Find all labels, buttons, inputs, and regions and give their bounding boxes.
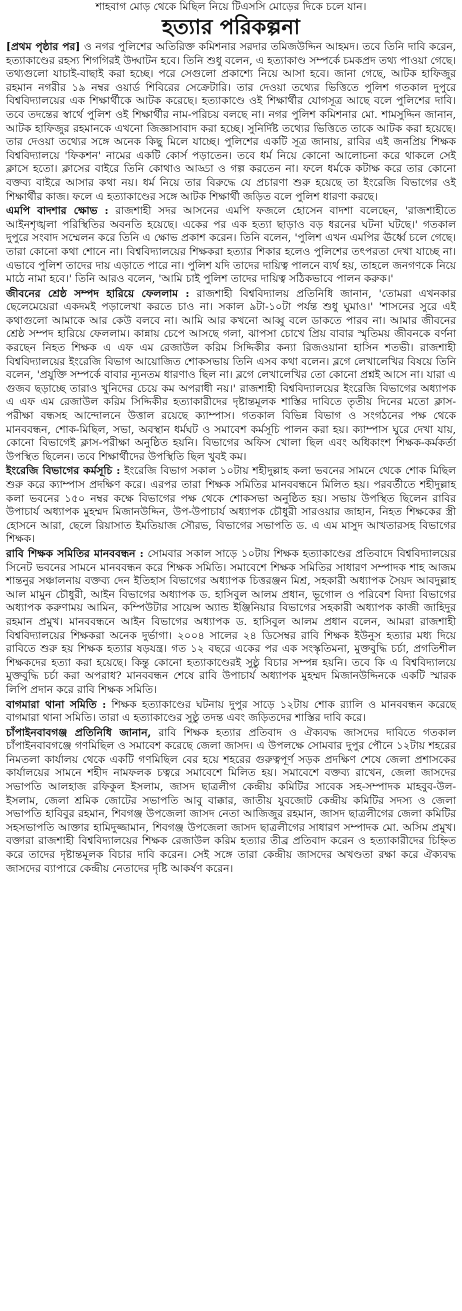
paragraph-english-dept [6,465,456,547]
paragraph-mp-badsha [6,205,456,287]
paragraph-text: ও নগর পুলিশের অতিরিক্ত কমিশনার সরদার তমিজউদ্দিন আহমদ। তবে তিনি দাবি করেন, হত্যাকাণ্ডের রহস্য শিগগিরই উদ্ঘাটন হবে। তিনি শুধু বলেন, এ হত্যাকাণ্ড সম্পর্কে চমকপ্রদ তথ্য পাওয়া গেছে। তথ্যগুলো যাচাই-বাছাই করা হচ্ছে। পরে সেগুলো প্রকাশ্যে নিয়ে আসা হবে। জানা গেছে, আটক হাফিজুর রহমান নগরীর ১৯ নম্বর ওয়ার্ড শিবিরের সেক্রেটারি। তার দেওয়া তথ্যের ভিত্তিতে পুলিশ গতকাল দুপুরে বিশ্ববিদ্যালয়ের এক শিক্ষার্থীকে আটক করেছে। হত্যাকাণ্ডে ওই শিক্ষার্থীর যোগসূত্র আছে বলে পুলিশের দাবি। তবে তদন্তের স্বার্থে পুলিশ ওই শিক্ষার্থীর নাম-পরিচয় বলছে না। নগর পুলিশ কমিশনার মো. শামসুদ্দিন জানান, আটক হাফিজুর রহমানকে এখনো জিজ্ঞাসাবাদ করা হচ্ছে। সুনির্দিষ্ট তথ্যের ভিত্তিতে তাকে আটক করা হয়েছে। তার দেওয়া তথ্যের সঙ্গে অনেক কিছু মিলে যাচ্ছে। পুলিশের একটি সূত্র জানায়, রাবির এই জনপ্রিয় শিক্ষক বিশ্ববিদ্যালয়ে 'ফিকশন' নামের একটি কোর্স পড়াতেন। তবে ধর্ম নিয়ে কোনো আলোচনা করে থাকলে সেই ক্লাসে হতো। ক্লাসের বাইরে তিনি কোথাও আড্ডা ও গল্প করতেন না। ফলে ধর্মকে কটাক্ষ করে তার কোনো বক্তব্য বাইরে আসার কথা নয়। ধর্ম নিয়ে তার বিরুদ্ধে যে প্রচারণা শুরু হয়েছে তা ইংরেজি বিভাগের ওই শিক্ষার্থীর কাজ। ফলে এ হত্যাকাণ্ডের সঙ্গে আটক শিক্ষার্থী জড়িত বলে পুলিশ ধারণা করছে। [6,41,457,203]
subhead-teachers-association: রাবি শিক্ষক সমিতির মানববন্ধন : [6,547,144,560]
paragraph-teachers-association [6,548,456,698]
paragraph-daughter-speech [6,288,456,465]
paragraph-text: রাজশাহী বিশ্ববিদ্যালয় প্রতিনিধি জানান, 'তোমরা এখনকার ছেলেমেয়েরা একদমই পড়ালেখা করতে চাও না। সকাল ৯টা-১০টা পর্যন্ত শুধু ঘুমাও।' 'শাসনের সুরে এই কথাগুলো আমাকে আর কেউ বলবে না। আমি আর কখনো আব্বু বলে ডাকতে পারব না। আমার জীবনের শ্রেষ্ঠ সম্পদ হারিয়ে ফেললাম। কান্নায় চেপে আসছে গলা, ঝাপসা চোখে প্রিয় বাবার স্মৃতিময় জীবনকে বর্ণনা করছেন নিহত শিক্ষক এ এফ এম রেজাউল করিম সিদ্দিকীর কন্যা রিজওয়ানা হাসিন শতভী। রাজশাহী বিশ্ববিদ্যালয়ের ইংরেজি বিভাগ আয়োজিত শোকসভায় তিনি এসব কথা বলেন। ব্লগে লেখালেখির বিষয়ে তিনি বলেন, 'প্রযুক্তি সম্পর্কে বাবার ন্যূনতম ধারণাও ছিল না। ব্লগে লেখালেখির তো কোনো প্রশ্নই আসে না। যারা এ গুজব ছড়াচ্ছে তারাও খুনিদের চেয়ে কম অপরাধী নয়।' রাজশাহী বিশ্ববিদ্যালয়ের ইংরেজি বিভাগের অধ্যাপক এ এফ এম রেজাউল করিম সিদ্দিকীর হত্যাকারীদের দৃষ্টান্তমূলক শাস্তির দাবিতে তৃতীয় দিনের মতো ক্লাস-পরীক্ষা বন্ধসহ আন্দোলনে উত্তাল রয়েছে ক্যাম্পাস। গতকাল বিভিন্ন বিভাগ ও সংগঠনের পক্ষ থেকে মানববন্ধন, শোক-মিছিল, সভা, অবস্থান ধর্মঘট ও সমাবেশ কর্মসূচি পালন করা হয়। ক্যাম্পাস ঘুরে দেখা যায়, কোনো বিভাগেই ক্লাস-পরীক্ষা অনুষ্ঠিত হয়নি। বিভাগের অফিস খোলা ছিল এবং অধিকাংশ শিক্ষক-কর্মকর্তা উপস্থিত ছিলেন। তবে শিক্ষার্থীদের উপস্থিতি ছিল খুবই কম। [6,287,456,463]
subhead-daughter-speech: জীবনের শ্রেষ্ঠ সম্পদ হারিয়ে ফেললাম : [6,287,190,300]
paragraph-text: ইংরেজি বিভাগ সকাল ১০টায় শহীদুল্লাহ কলা ভবনের সামনে থেকে শোক মিছিল শুরু করে ক্যাম্পাস প্রদক্ষিণ করে। এরপর তারা শিক্ষক সমিতির মানববন্ধনে মিলিত হয়। পরবর্তীতে শহীদুল্লাহ কলা ভবনের ১৫০ নম্বর কক্ষে বিভাগের পক্ষ থেকে শোকসভা অনুষ্ঠিত হয়। সভায় উপস্থিত ছিলেন রাবির উপাচার্য অধ্যাপক মুহম্মদ মিজানউদ্দিন, উপ-উপাচার্য অধ্যাপক চৌধুরী সারওয়ার জাহান, নিহত শিক্ষকের স্ত্রী হোসনে আরা, ছেলে রিয়াসাত ইমতিয়াজ সৌরভ, বিভাগের সভাপতি ড. এ এম মাসুদ আখতারসহ বিভাগের শিক্ষক। [6,465,456,546]
paragraph-bagmara [6,699,456,726]
paragraph-text: সোমবার সকাল সাড়ে ১০টায় শিক্ষক হত্যাকাণ্ডের প্রতিবাদে বিশ্ববিদ্যালয়ের সিনেট ভবনের সামনে মানববন্ধন করে শিক্ষক সমিতি। সমাবেশে শিক্ষক সমিতির সাধারণ সম্পাদক শাহ আজম শান্তনুর সঞ্চালনায় বক্তব্য দেন ইতিহাস বিভাগের অধ্যাপক চিত্তরঞ্জন মিশ্র, সহকারী অধ্যাপক সৈয়দ আবদুল্লাহ আল মামুন চৌধুরী, আইন বিভাগের অধ্যাপক ড. হাসিবুল আলম প্রধান, ভূগোল ও পরিবেশ বিদ্যা বিভাগের অধ্যাপক করুণাময় আমিন, কম্পিউটার সায়েন্স অ্যান্ড ইঞ্জিনিয়ার বিভাগের সহকারী অধ্যাপক কাজী জাহিদুর রহমান প্রমুখ। মানববন্ধনে আইন বিভাগের অধ্যাপক ড. হাসিবুল আলম প্রধান বলেন, আমরা রাজশাহী বিশ্ববিদ্যালয়ের শিক্ষকরা অনেক দুর্ভাগা। ২০০৪ সালের ২৪ ডিসেম্বর রাবি শিক্ষক ইউনুস হত্যার মধ্য দিয়ে রাবিতে শুরু হয় শিক্ষক হত্যার ষড়যন্ত্র। গত ১২ বছরে একের পর এক সংস্কৃতিমনা, মুক্তবুদ্ধি চর্চা, প্রগতিশীল শিক্ষকদের হত্যা করা হয়েছে। কিন্তু কোনো হত্যাকাণ্ডেরই সুষ্ঠু বিচার সম্পন্ন হয়নি। তবে কি এ বিশ্ববিদ্যালয়ে মুক্তবুদ্ধি চর্চা করা অপরাধ? মানববন্ধন শেষে রাবি উপাচার্য অধ্যাপক মুহম্মদ মিজানউদ্দিনকে একটি স্মারক লিপি প্রদান করে রাবি শিক্ষক সমিতি। [6,547,457,696]
subhead-chapainawabganj: চাঁপাইনবাবগঞ্জ প্রতিনিধি জানান, [6,726,152,739]
paragraph-text: রাবি শিক্ষক হত্যার প্রতিবাদ ও ঐক্যবদ্ধ জাসদের দাবিতে গতকাল চাঁপাইনবাবগঞ্জে গণমিছিল ও সমাবেশ করেছে জেলা জাসদ। এ উপলক্ষে সোমবার দুপুর পৌনে ১২টায় শহরের নিমতলা কার্যালয় থেকে একটি গণমিছিল বের হয়ে শহরের গুরুত্বপূর্ণ সড়ক প্রদক্ষিণ শেষে জেলা প্রশাসকের কার্যালয়ের সামনে শহীদ নামফলক চত্বরে সমাবেশে মিলিত হয়। সমাবেশে বক্তব্য রাখেন, জেলা জাসদের সভাপতি আলহাজ রফিকুল ইসলাম, জাসদ ছাত্রলীগ কেন্দ্রীয় কমিটির সাবেক সহ-সম্পাদক মাহবুব-উল-ইসলাম, জেলা শ্রমিক জোটের সভাপতি আবু বাক্কার, জাতীয় যুবজোট কেন্দ্রীয় কমিটির সদস্য ও জেলা সভাপতি হাবিবুর রহমান, শিবগঞ্জ উপজেলা জাসদ নেতা আজিজুর রহমান, জাসদ ছাত্রলীগের জেলা কমিটির সহসভাপতি আক্তার হামিদুজ্জামান, শিবগঞ্জ উপজেলা জাসদ ছাত্রলীগের সাধারণ সম্পাদক মো. অসিম প্রমুখ। বক্তারা রাজশাহী বিশ্ববিদ্যালয়ের শিক্ষক রেজাউল করিম হত্যার তীব্র প্রতিবাদ করেন ও হত্যাকারীদের চিহ্নিত করে তাদের দৃষ্টান্তমূলক বিচার দাবি করেন। সেই সঙ্গে তারা কেন্দ্রীয় জাসদের অখণ্ডতা রক্ষা করে ঐক্যবদ্ধ জাসদের ব্যাপারে কেন্দ্রীয় নেতাদের দৃষ্টি আকর্ষণ করেন। [6,726,456,875]
paragraph-continued [6,41,456,204]
subhead-mp-badsha: এমপি বাদশার ক্ষোভ : [6,205,109,218]
paragraph-text: শিক্ষক হত্যাকাণ্ডের ঘটনায় দুপুর সাড়ে ১২টায় শোক র‌্যালি ও মানববন্ধন করেছে বাগমারা থানা সমিতি। তারা এ হত্যাকাণ্ডের সুষ্ঠু তদন্ত এবং জড়িতদের শাস্তির দাবি করে। [6,698,456,725]
subhead-english-dept: ইংরেজি বিভাগের কর্মসূচি : [6,465,121,478]
continuation-marker: [প্রথম পৃষ্ঠার পর] [6,41,81,53]
paragraph-chapainawabganj [6,727,456,877]
headline: হত্যার পরিকল্পনা [162,14,300,39]
paragraph-text: রাজশাহী সদর আসনের এমপি ফজলে হোসেন বাদশা বলেছেন, 'রাজশাহীতে আইনশৃঙ্খলা পরিস্থিতির অবনতি হয়েছে। একের পর এক হত্যা ছাড়াও বড় ধরনের ঘটনা ঘটছে।' গতকাল দুপুরে সংবাদ সম্মেলন করে তিনি এ ক্ষোভ প্রকাশ করেন। তিনি বলেন, 'পুলিশ এখন এমপির ঊর্ধ্বে চলে গেছে। তারা কোনো কথা শোনে না। বিশ্ববিদ্যালয়ের শিক্ষকরা হত্যার শিকার হলেও পুলিশের তৎপরতা দেখা যাচ্ছে না। এভাবে পুলিশ তাদের দায় এড়াতে পারে না। পুলিশ যদি তাদের দায়িত্ব পালনে ব্যর্থ হয়, তাহলে জনগণকে নিয়ে মাঠে নামা হবে।' তিনি আরও বলেন, 'আমি চাই পুলিশ তাদের দায়িত্ব সঠিকভাবে পালন করুক।' [6,205,456,286]
previous-story-tail: শাহবাগ মোড় থেকে মিছিল নিয়ে টিএসসি মোড়ের দিকে চলে যান। [95,1,367,13]
subhead-bagmara: বাগমারা থানা সমিতি : [6,698,107,711]
